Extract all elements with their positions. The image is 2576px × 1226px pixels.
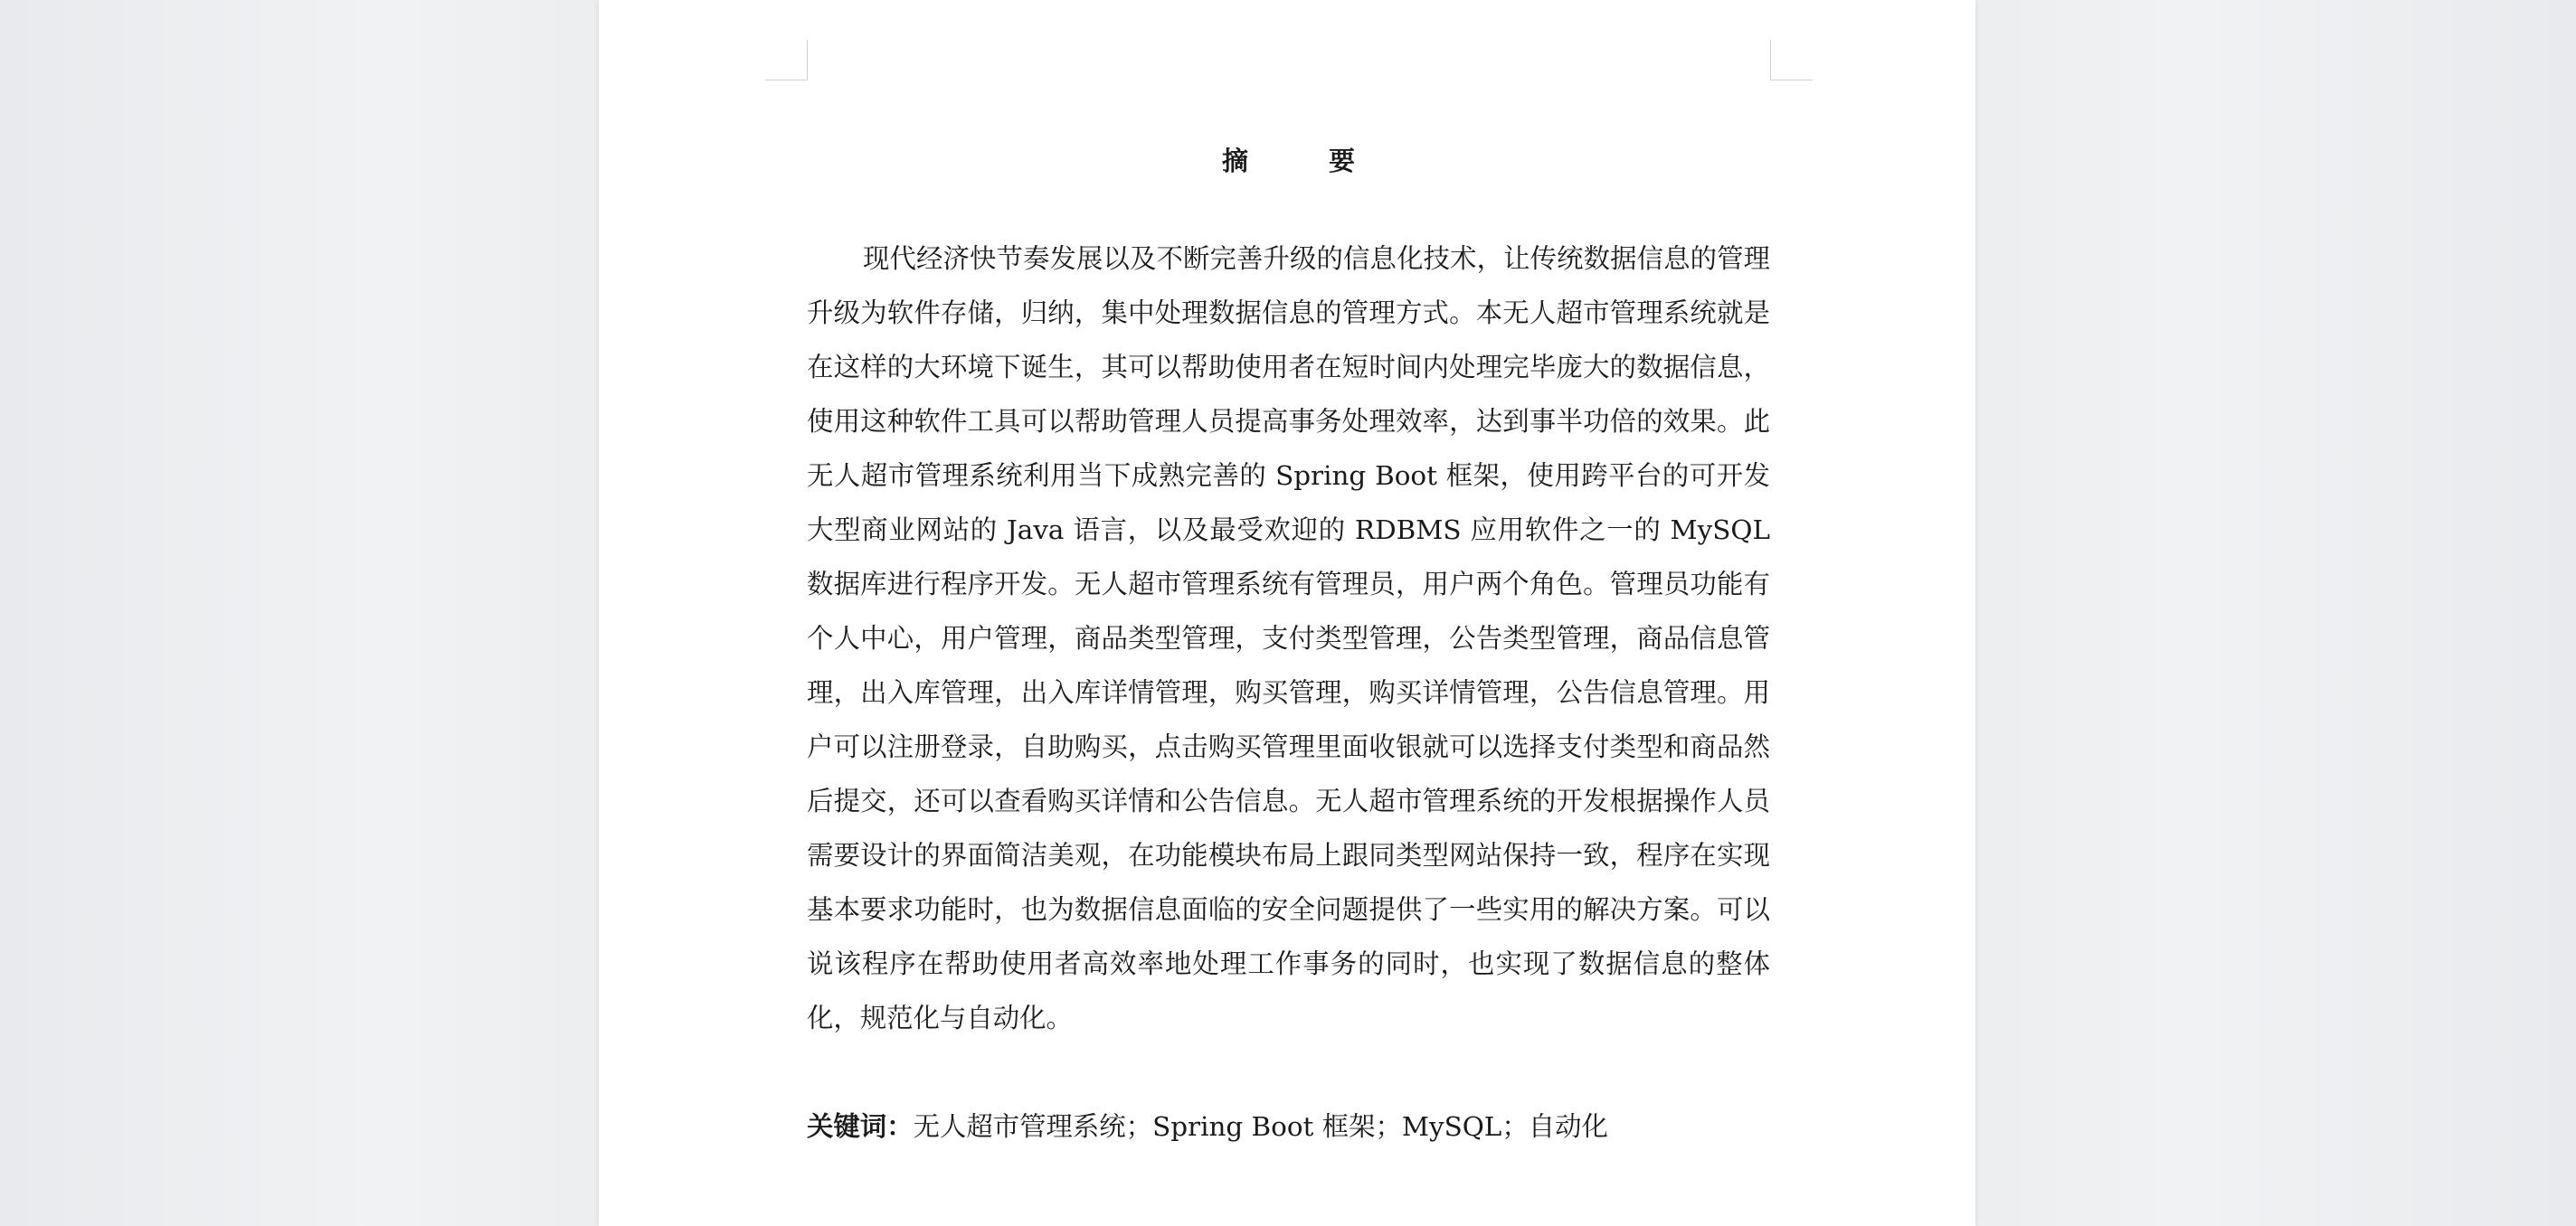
page-corner-mark-right xyxy=(1770,40,1813,80)
abstract-body: 现代经济快节奏发展以及不断完善升级的信息化技术，让传统数据信息的管理升级为软件存储，归纳，集中处理数据信息的管理方式。本无人超市管理系统就是在这样的大环境下诞生，其可以帮助使用者在短时间内处理完毕庞大的数据信息，使用这种软件工具可以帮助管理人员提高事务处理效率，达到事半功倍的效果。此无人超市管理系统利用当下成熟完善的 Spring Boot 框架，使用跨平台的可开发大型商业网站的 Java 语言，以及最受欢迎的 RDBMS 应用软件之一的 MySQL 数据库进行程序开发。无人超市管理系统有管理员，用户两个角色。管理员功能有个人中心，用户管理，商品类型管理，支付类型管理，公告类型管理，商品信息管理，出入库管理，出入库详情管理，购买管理，购买详情管理，公告信息管理。用户可以注册登录，自助购买，点击购买管理里面收银就可以选择支付类型和商品然后提交，还可以查看购买详情和公告信息。无人超市管理系统的开发根据操作人员需要设计的界面简洁美观，在功能模块布局上跟同类型网站保持一致，程序在实现基本要求功能时，也为数据信息面临的安全问题提供了一些实用的解决方案。可以说该程序在帮助使用者高效率地处理工作事务的同时，也实现了数据信息的整体化，规范化与自动化。 xyxy=(807,243,1770,1033)
abstract-title: 摘 要 xyxy=(1221,146,1382,176)
keywords-line xyxy=(807,1099,1770,1154)
keywords-text: 无人超市管理系统；Spring Boot 框架；MySQL；自动化 xyxy=(913,1111,1608,1142)
keywords-label: 关键词： xyxy=(807,1110,914,1142)
document-page[interactable] xyxy=(599,0,1975,1226)
page-corner-mark-left xyxy=(765,40,808,80)
